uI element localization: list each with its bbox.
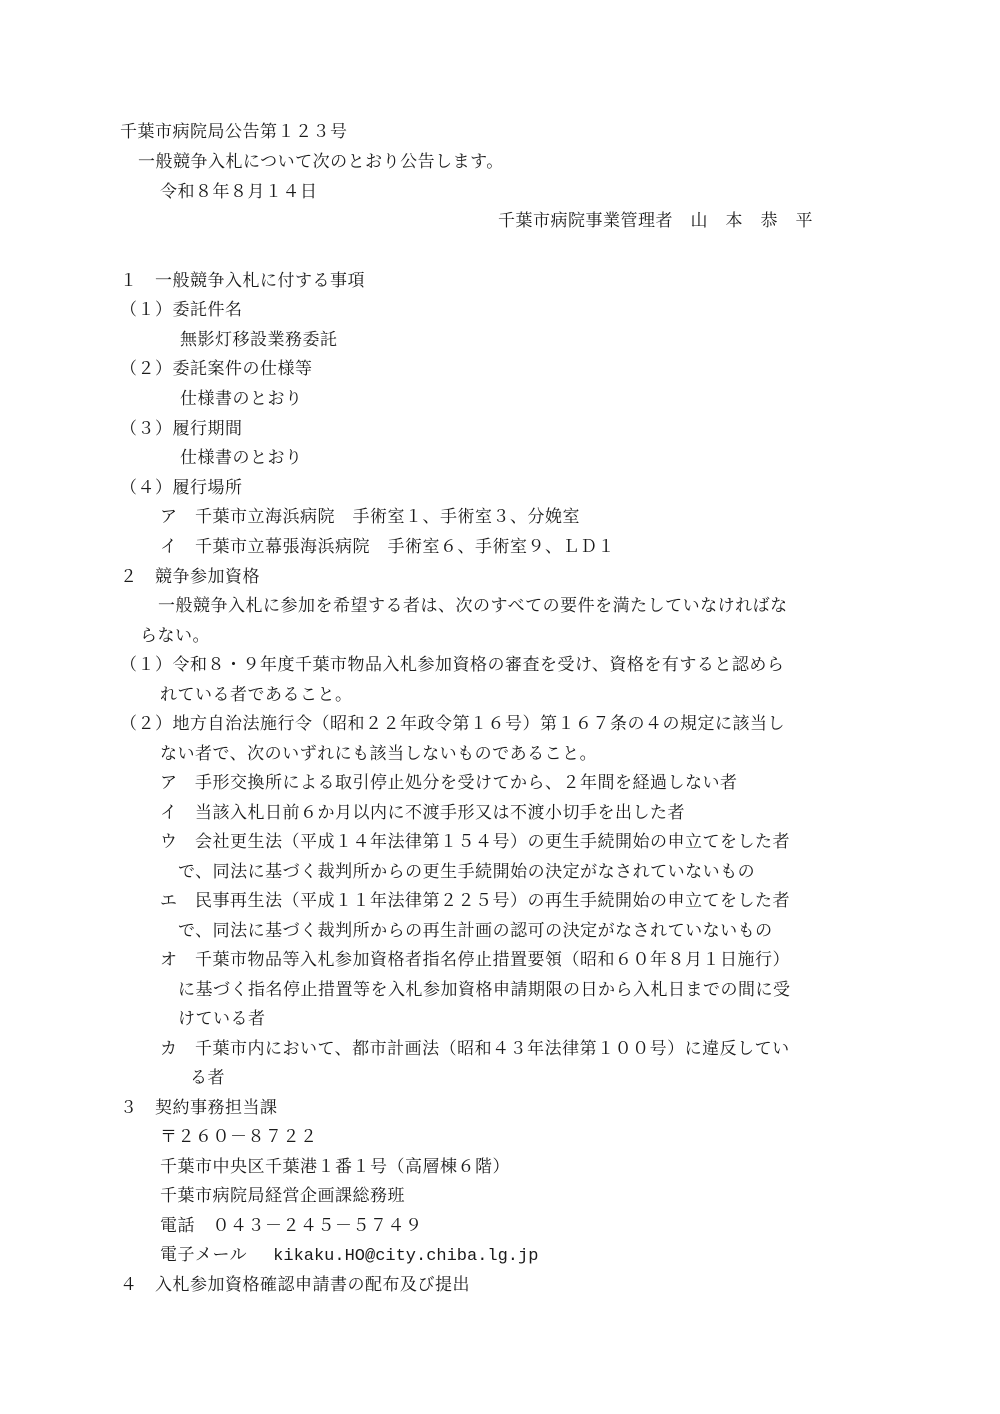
section-1-heading: １ 一般競争入札に付する事項 [120,271,365,291]
section-2-clause-u-line-1: ウ 会社更生法（平成１４年法律第１５４号）の更生手続開始の申立てをした者 [160,832,790,852]
notice-intro: 一般競争入札について次のとおり公告します。 [138,152,504,172]
section-2-heading: ２ 競争参加資格 [120,567,260,587]
section-1-item-3-label: （３）履行期間 [120,419,243,439]
section-2-clause-a: ア 手形交換所による取引停止処分を受けてから、２年間を経過しない者 [160,773,738,793]
section-3-email-row [160,1244,538,1268]
section-1-item-4-location-a: ア 千葉市立海浜病院 手術室１、手術室３、分娩室 [160,507,580,527]
section-2-clause-e-line-1: エ 民事再生法（平成１１年法律第２２５号）の再生手続開始の申立てをした者 [160,891,790,911]
notice-number: 千葉市病院局公告第１２３号 [120,122,348,142]
section-3-address: 千葉市中央区千葉港１番１号（高層棟６階） [160,1157,510,1177]
section-2-intro-line-2: らない。 [140,626,210,646]
section-1-item-2-label: （２）委託案件の仕様等 [120,359,313,379]
section-1-item-1-label: （１）委託件名 [120,300,243,320]
section-2-clause-ka-line-1: カ 千葉市内において、都市計画法（昭和４３年法律第１００号）に違反してい [160,1039,790,1059]
section-3-heading: ３ 契約事務担当課 [120,1098,278,1118]
section-1-item-2-value: 仕様書のとおり [180,389,303,409]
section-2-clause-o-line-3: けている者 [178,1009,266,1029]
section-1-item-4-location-i: イ 千葉市立幕張海浜病院 手術室６、手術室９、ＬＤ１ [160,537,615,557]
section-2-item-1-line-2: れている者であること。 [160,685,353,705]
section-3-postal-code: 〒２６０－８７２２ [160,1127,318,1147]
section-2-item-1-line-1: （１）令和８・９年度千葉市物品入札参加資格の審査を受け、資格を有すると認めら [120,655,785,675]
section-2-item-2-line-2: ない者で、次のいずれにも該当しないものであること。 [160,744,598,764]
section-3-phone: 電話 ０４３－２４５－５７４９ [160,1216,423,1236]
section-4-heading: ４ 入札参加資格確認申請書の配布及び提出 [120,1275,470,1295]
notice-issuer: 千葉市病院事業管理者 山 本 恭 平 [498,211,813,231]
section-2-clause-ka-line-2: る者 [190,1068,225,1088]
section-3-email-address[interactable]: kikaku.HO@city.chiba.lg.jp [273,1247,539,1266]
section-2-clause-e-line-2: で、同法に基づく裁判所からの再生計画の認可の決定がなされていないもの [178,921,773,941]
section-2-clause-o-line-1: オ 千葉市物品等入札参加資格者指名停止措置要領（昭和６０年８月１日施行） [160,950,790,970]
section-2-clause-u-line-2: で、同法に基づく裁判所からの更生手続開始の決定がなされていないもの [178,862,756,882]
section-2-clause-o-line-2: に基づく指名停止措置等を入札参加資格申請期限の日から入札日までの間に受 [178,980,791,1000]
section-2-item-2-line-1: （２）地方自治法施行令（昭和２２年政令第１６号）第１６７条の４の規定に該当し [120,714,785,734]
notice-date: 令和８年８月１４日 [160,182,318,202]
section-1-item-3-value: 仕様書のとおり [180,448,303,468]
section-3-office: 千葉市病院局経営企画課総務班 [160,1186,405,1206]
section-1-item-4-label: （４）履行場所 [120,478,243,498]
section-1-item-1-value: 無影灯移設業務委託 [180,330,338,350]
section-2-intro-line-1: 一般競争入札に参加を希望する者は、次のすべての要件を満たしていなければな [158,596,788,616]
section-2-clause-i: イ 当該入札日前６か月以内に不渡手形又は不渡小切手を出した者 [160,803,685,823]
section-3-email-label: 電子メール [160,1245,248,1265]
